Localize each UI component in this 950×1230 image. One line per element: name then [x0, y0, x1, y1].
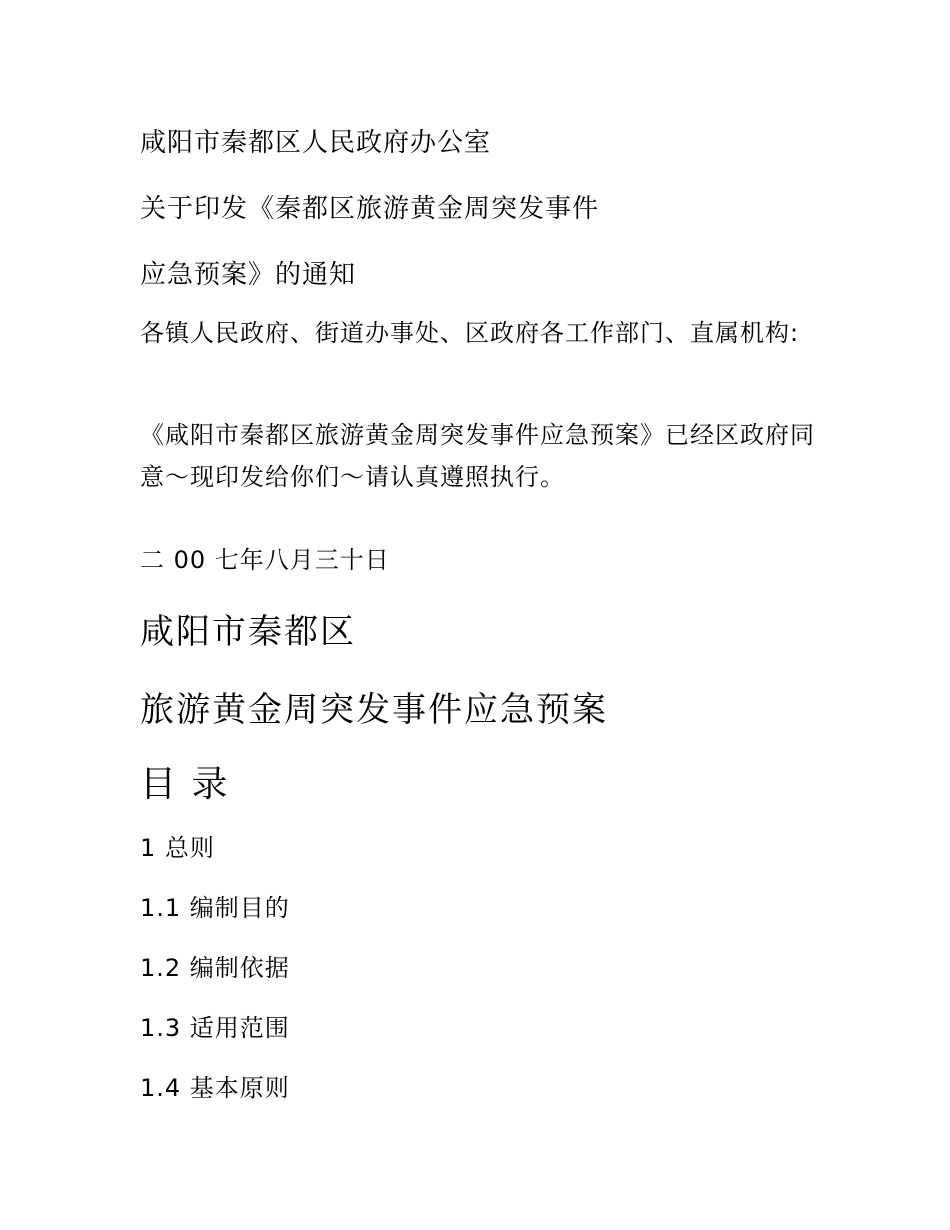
issuer-heading: 咸阳市秦都区人民政府办公室 — [140, 128, 492, 158]
plan-title-line-1: 咸阳市秦都区 — [140, 612, 356, 652]
recipients-paragraph: 各镇人民政府、街道办事处、区政府各工作部门、直属机构: — [140, 319, 800, 347]
notice-title-line-2: 应急预案》的通知 — [140, 260, 357, 290]
toc-heading: 目 录 — [140, 764, 230, 805]
notice-title-line-1: 关于印发《秦都区旅游黄金周突发事件 — [140, 194, 600, 224]
document-page — [140, 0, 820, 1230]
notice-date: 二 00 七年八月三十日 — [140, 546, 390, 574]
toc-item-1: 1 总则 — [140, 834, 215, 862]
notice-body-paragraph: 《咸阳市秦都区旅游黄金周突发事件应急预案》已经区政府同意～现印发给你们～请认真遵照执行。 — [140, 421, 815, 491]
toc-item-1-3: 1.3 适用范围 — [140, 1014, 290, 1042]
toc-item-1-4: 1.4 基本原则 — [140, 1074, 290, 1102]
plan-title-line-2: 旅游黄金周突发事件应急预案 — [140, 690, 608, 730]
toc-item-1-1: 1.1 编制目的 — [140, 894, 290, 922]
toc-item-1-2: 1.2 编制依据 — [140, 954, 290, 982]
